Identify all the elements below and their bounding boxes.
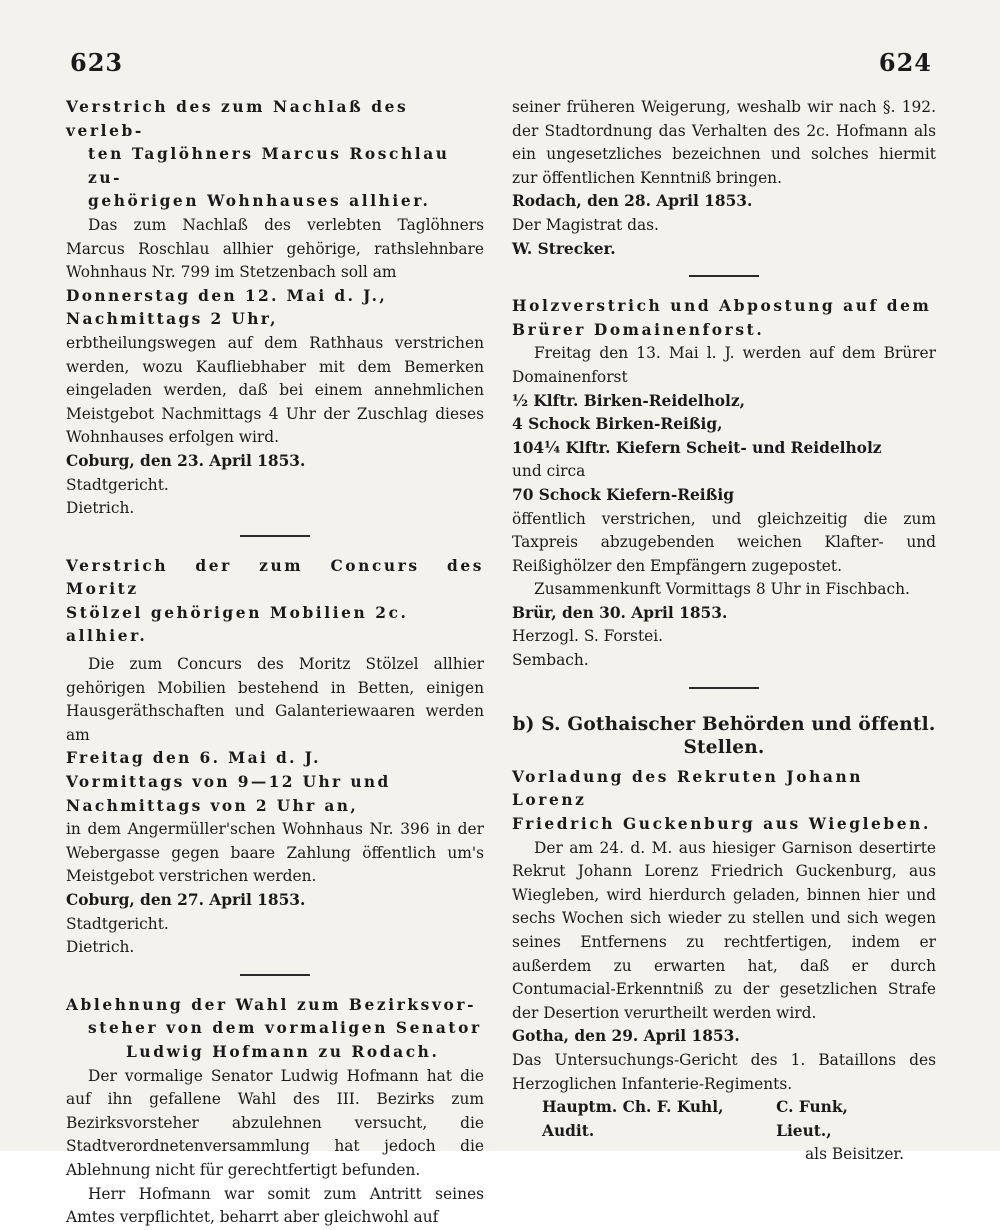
notice-title-line: allhier. (66, 627, 148, 646)
auction-time: Nachmittags von 2 Uhr an, (66, 796, 359, 815)
notice-body: erbtheilungswegen auf dem Rathhaus verstrichen werden, wozu Kaufliebhaber mit dem Bemerken eingeladen werden, daß bei einem annehmlichen Meistgebot Nachmittags 4 Uhr der Zuschlag dieses Wohnhauses erfolgen wird. (66, 333, 484, 447)
auction-time: Nachmittags 2 Uhr, (66, 310, 278, 329)
notice-title-line: Brürer Domainenforst. (512, 320, 765, 339)
auction-date: Freitag den 6. Mai d. J. (66, 749, 321, 768)
notice-body: Das zum Nachlaß des verlebten Taglöhners Marcus Roschlau allhier gehörige, rathslehnbare Wohnhaus Nr. 799 im Stetzenbach soll am (66, 215, 484, 282)
issuing-authority: Herzogl. S. Forstei. (512, 627, 664, 646)
notice-title-line: Verstrich der zum Concurs des Moritz (66, 556, 484, 599)
notice-title-line: Ludwig Hofmann zu Rodach. (126, 1042, 440, 1061)
notice-timber-auction (512, 295, 936, 673)
issuing-authority: Stadtgericht. (66, 914, 169, 933)
notice-title-line: steher von dem vormaligen Senator (88, 1019, 482, 1038)
notice-hofmann (66, 994, 484, 1230)
notice-title-line: Vorladung des Rekruten Johann Lorenz (512, 767, 864, 810)
notice-title-line: Friedrich Guckenburg aus Wiegleben. (512, 815, 931, 834)
notice-title-line: ten Taglöhners Marcus Roschlau zu- (88, 145, 450, 187)
signature: Dietrich. (66, 938, 135, 957)
place-date: Rodach, den 28. April 1853. (512, 192, 753, 211)
signature: W. Strecker. (512, 239, 616, 258)
timber-item: 70 Schock Kiefern-Reißig (512, 485, 734, 504)
page-number-right: 624 (878, 48, 932, 77)
notice-summons (512, 766, 936, 1167)
notice-stoelzel (66, 555, 484, 960)
timber-item: ½ Klftr. Birken-Reidelholz, (512, 391, 746, 410)
notice-body: öffentlich verstrichen, und gleichzeitig die zum Taxpreis abzugebenden weichen Klafter- und Reißighölzer den Empfängern zugepostet. (512, 509, 936, 575)
section-divider (689, 687, 759, 689)
place-date: Brür, den 30. April 1853. (512, 603, 728, 622)
timber-item: 104¼ Klftr. Kiefern Scheit- und Reidelholz (512, 438, 882, 457)
notice-title-line: Ablehnung der Wahl zum Bezirksvor- (66, 995, 477, 1014)
notice-title-line: Verstrich des zum Nachlaß des verleb- (66, 98, 409, 140)
section-divider (689, 275, 759, 277)
issuing-authority: Stadtgericht. (66, 475, 169, 494)
notice-body: Freitag den 13. Mai l. J. werden auf dem Brürer Domainenforst (512, 344, 936, 386)
issuing-authority: Das Untersuchungs-Gericht des 1. Bataillons des Herzoglichen Infanterie-Regiments. (512, 1050, 936, 1093)
notice-title-line: Holzverstrich und Abpostung auf dem (512, 297, 932, 316)
place-date: Coburg, den 23. April 1853. (66, 451, 306, 470)
auction-date: Donnerstag den 12. Mai d. J., (66, 286, 388, 305)
notice-body: Die zum Concurs des Moritz Stölzel allhier gehörigen Mobilien bestehend in Betten, einigen Hausgeräthschaften und Galanteriewaaren werden am (66, 655, 484, 744)
notice-body: Herr Hofmann war somit zum Antritt seines Amtes verpflichtet, beharrt aber gleichwohl auf (66, 1184, 484, 1227)
right-column (512, 96, 936, 1167)
section-divider (240, 535, 310, 537)
place-date: Gotha, den 29. April 1853. (512, 1027, 740, 1046)
section-heading: b) S. Gothaischer Behörden und öffentl. Stellen. (512, 713, 936, 759)
notice-body: Der am 24. d. M. aus hiesiger Garnison desertirte Rekrut Johann Lorenz Friedrich Guckenburg, aus Wiegleben, wird hierdurch geladen, binnen hier und sechs Wochen sich wieder zu stellen und sich wegen seines Entfernens zu rechtfertigen, indem er außerdem zu erwarten hat, daß er durch Contumacial-Erkenntniß zu der gesetzlichen Strafe der Desertion verurtheilt werden wird. (512, 838, 936, 1022)
page-number-left: 623 (70, 48, 124, 77)
left-column (66, 96, 484, 1230)
signature-row (512, 1096, 936, 1143)
notice-title-line: Stölzel gehörigen Mobilien 2c. (66, 603, 409, 622)
signature-role: als Beisitzer. (804, 1145, 904, 1164)
place-date: Coburg, den 27. April 1853. (66, 891, 306, 909)
notice-body: in dem Angermüller'schen Wohnhaus Nr. 396 in der Webergasse gegen baare Zahlung öffentlich um's Meistgebot verstrichen werden. (66, 820, 484, 886)
notice-title-line: gehörigen Wohnhauses allhier. (88, 192, 431, 211)
signature: C. Funk, Lieut., (776, 1098, 848, 1140)
notice-body: Der vormalige Senator Ludwig Hofmann hat die auf ihn gefallene Wahl des III. Bezirks zum Bezirksvorsteher abzulehnen versucht, die Stadtverordnetenversammlung hat jedoch die Ablehnung nicht für gerechtfertigt befunden. (66, 1066, 484, 1179)
notice-roschlau (66, 96, 484, 521)
signature: Dietrich. (66, 499, 135, 518)
notice-continuation: seiner früheren Weigerung, weshalb wir nach §. 192. der Stadtordnung das Verhalten des 2c. Hofmann als ein ungesetzliches bezeichnen und solches hiermit zur öffentlichen Kenntniß bringen. (512, 98, 936, 187)
timber-item: und circa (512, 462, 586, 481)
signature: Hauptm. Ch. F. Kuhl, Audit. (542, 1098, 724, 1140)
auction-time: Vormittags von 9—12 Uhr und (66, 773, 391, 792)
issuing-authority: Der Magistrat das. (512, 215, 659, 234)
section-divider (240, 974, 310, 976)
signature: Sembach. (512, 651, 589, 670)
meeting-time: Zusammenkunft Vormittags 8 Uhr in Fischbach. (534, 580, 910, 599)
timber-item: 4 Schock Birken-Reißig, (512, 415, 723, 434)
